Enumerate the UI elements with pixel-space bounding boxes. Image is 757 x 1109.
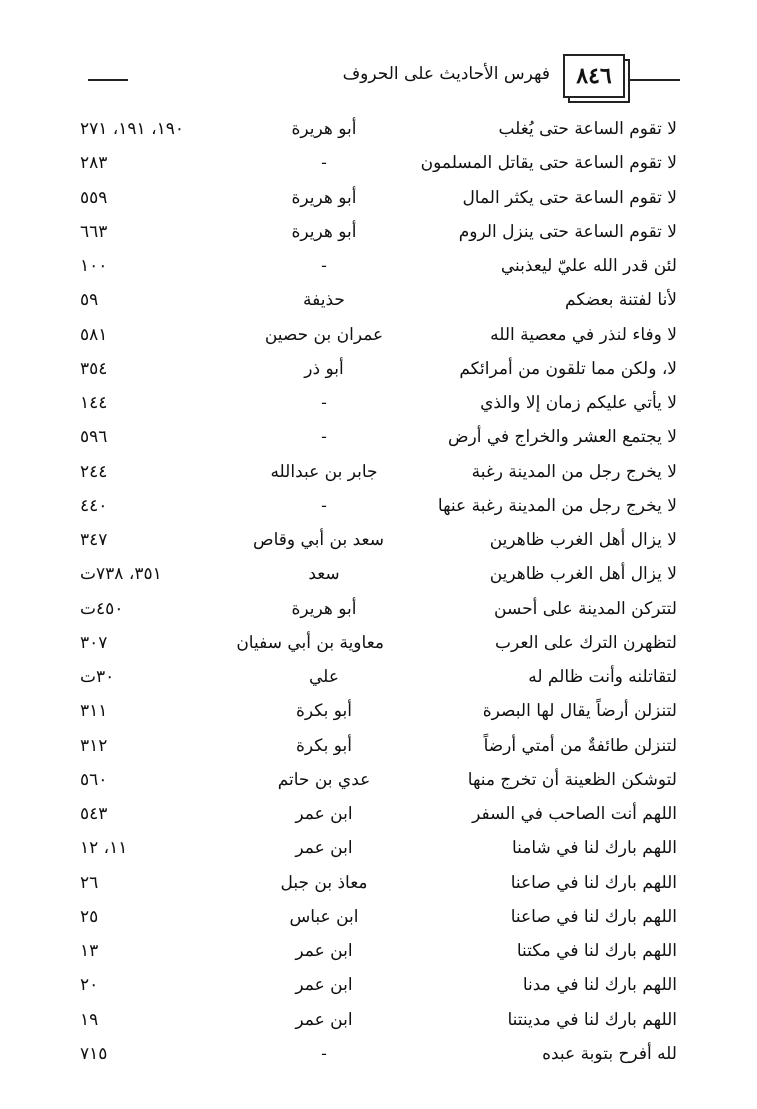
index-entry (80, 220, 677, 254)
index-entry (80, 802, 677, 836)
index-entry (80, 836, 677, 870)
narrator-name: - (321, 427, 327, 448)
narrator-name: سعد (308, 564, 340, 585)
index-entry (80, 939, 677, 973)
hadith-text: لا يزال أهل الغرب ظاهرين (489, 564, 677, 585)
hadith-text: لتظهرن الترك على العرب (494, 632, 677, 653)
page-references: ١٣ (80, 941, 99, 961)
page-references: ٥٨١ (80, 324, 108, 345)
index-entry (80, 357, 677, 391)
hadith-text: لتقاتلنه وأنت ظالم له (528, 667, 677, 687)
page-references: ٢٠ (80, 975, 99, 996)
narrator-name: ابن عمر (295, 1009, 353, 1030)
index-entry (80, 768, 677, 802)
hadith-index-list (80, 117, 677, 1076)
page-references: ٢٤٤ (80, 461, 108, 482)
index-entry (80, 288, 677, 322)
page-references: ١٩ (80, 1009, 99, 1030)
page-references: ٧١٥ (80, 1043, 108, 1064)
page-references: ٥٤٣ (80, 804, 108, 824)
hadith-text: لتتركن المدينة على أحسن (494, 598, 677, 619)
page-references: ٢٥ (80, 906, 99, 927)
index-entry (80, 1008, 677, 1042)
narrator-name: جابر بن عبدالله (270, 461, 378, 482)
page-references: ٥٩٦ (80, 427, 108, 448)
hadith-text: لا يخرج رجل من المدينة رغبة عنها (437, 495, 677, 516)
page-references: ١١، ١٢ (80, 838, 128, 859)
page-number: ٨٤٦ (563, 54, 625, 98)
hadith-text: لله أفرح بتوبة عبده (542, 1043, 677, 1064)
page-references: ١٩٠، ١٩١، ٢٧١ (80, 119, 184, 139)
index-entry (80, 734, 677, 768)
page-references: ٣٤٧ (80, 530, 108, 550)
index-entry (80, 117, 677, 151)
hadith-text: لا تقوم الساعة حتى ينزل الروم (458, 221, 677, 242)
hadith-text: لتنزلن طائفةٌ من أمتي أرضاً (483, 735, 677, 756)
narrator-name: ابن عمر (295, 838, 353, 859)
narrator-name: ابن عمر (295, 975, 353, 996)
narrator-name: سعد بن أبي وقاص (253, 530, 384, 550)
page-number-frame (561, 54, 625, 96)
narrator-name: معاذ بن جبل (280, 872, 368, 893)
hadith-text: لتوشكن الظعينة أن تخرج منها (467, 769, 677, 790)
hadith-text: لا يجتمع العشر والخراج في أرض (447, 427, 677, 448)
index-entry (80, 151, 677, 185)
index-entry (80, 973, 677, 1007)
narrator-name: - (321, 1043, 327, 1064)
narrator-name: - (321, 393, 327, 413)
hadith-text: اللهم بارك لنا في مكتنا (516, 941, 677, 961)
hadith-text: لا يأتي عليكم زمان إلا والذي (480, 393, 677, 413)
narrator-name: عدي بن حاتم (277, 769, 371, 790)
page-references: ١٠٠ (80, 256, 108, 276)
page-references: ٥٩ (80, 290, 99, 311)
page-references: ٥٥٩ (80, 187, 108, 208)
index-entry (80, 905, 677, 939)
index-entry (80, 562, 677, 596)
hadith-text: اللهم بارك لنا في صاعنا (510, 872, 677, 893)
hadith-text: لا، ولكن مما تلقون من أمرائكم (459, 358, 677, 379)
page-references: ٣٠ت (80, 667, 115, 687)
narrator-name: عمران بن حصين (264, 324, 384, 345)
index-entry (80, 1042, 677, 1076)
hadith-text: لا تقوم الساعة حتى يُغلب (498, 119, 677, 139)
narrator-name: أبو هريرة (291, 221, 357, 242)
narrator-name: أبو بكرة (295, 735, 353, 756)
narrator-name: علي (309, 667, 339, 687)
index-entry (80, 871, 677, 905)
index-entry (80, 425, 677, 459)
hadith-text: لتنزلن أرضاً يقال لها البصرة (482, 701, 677, 722)
page-references: ٣٥١، ٧٣٨ت (80, 564, 162, 585)
narrator-name: أبو هريرة (291, 119, 357, 139)
narrator-name: ابن عمر (295, 804, 353, 824)
page-references: ٣٠٧ (80, 632, 108, 653)
hadith-text: اللهم بارك لنا في صاعنا (510, 906, 677, 927)
page-references: ٢٨٣ (80, 153, 108, 174)
page-title: فهرس الأحاديث على الحروف (342, 64, 550, 84)
index-entry (80, 631, 677, 665)
hadith-text: اللهم بارك لنا في مدينتنا (507, 1009, 677, 1030)
narrator-name: - (321, 495, 327, 516)
page-header (88, 52, 680, 104)
index-entry (80, 254, 677, 288)
index-entry (80, 460, 677, 494)
hadith-text: اللهم أنت الصاحب في السفر (472, 804, 677, 824)
hadith-text: لئن قدر الله عليّ ليعذبني (500, 256, 677, 276)
narrator-name: ابن عباس (289, 906, 359, 927)
narrator-name: أبو ذر (304, 358, 344, 379)
hadith-text: لا يخرج رجل من المدينة رغبة (471, 461, 677, 482)
narrator-name: معاوية بن أبي سفيان (236, 632, 384, 653)
hadith-text: لا تقوم الساعة حتى يقاتل المسلمون (420, 153, 677, 174)
narrator-name: ابن عمر (295, 941, 353, 961)
index-entry (80, 323, 677, 357)
index-entry (80, 528, 677, 562)
index-entry (80, 597, 677, 631)
page-references: ٤٥٠ت (80, 598, 124, 619)
page-references: ٢٦ (80, 872, 99, 893)
header-rule-left (88, 79, 128, 81)
hadith-text: لا وفاء لنذر في معصية الله (490, 324, 677, 345)
narrator-name: أبو هريرة (291, 187, 357, 208)
narrator-name: أبو بكرة (295, 701, 353, 722)
header-rule-right (625, 79, 680, 81)
narrator-name: أبو هريرة (291, 598, 357, 619)
index-entry (80, 186, 677, 220)
hadith-text: لا يزال أهل الغرب ظاهرين (489, 530, 677, 550)
page-references: ٣١١ (80, 701, 108, 722)
page-references: ٦٦٣ (80, 221, 108, 242)
index-entry (80, 699, 677, 733)
index-entry (80, 665, 677, 699)
narrator-name: - (321, 153, 327, 174)
narrator-name: - (321, 256, 327, 276)
page-references: ١٤٤ (80, 393, 108, 413)
index-entry (80, 391, 677, 425)
narrator-name: حذيفة (303, 290, 345, 311)
page-references: ٤٤٠ (80, 495, 108, 516)
page-references: ٣٥٤ (80, 358, 108, 379)
page-references: ٥٦٠ (80, 769, 108, 790)
hadith-text: لأنا لفتنة بعضكم (565, 290, 677, 311)
hadith-text: اللهم بارك لنا في مدنا (522, 975, 677, 996)
hadith-text: اللهم بارك لنا في شامنا (511, 838, 677, 859)
page-references: ٣١٢ (80, 735, 108, 756)
hadith-text: لا تقوم الساعة حتى يكثر المال (462, 187, 677, 208)
index-entry (80, 494, 677, 528)
